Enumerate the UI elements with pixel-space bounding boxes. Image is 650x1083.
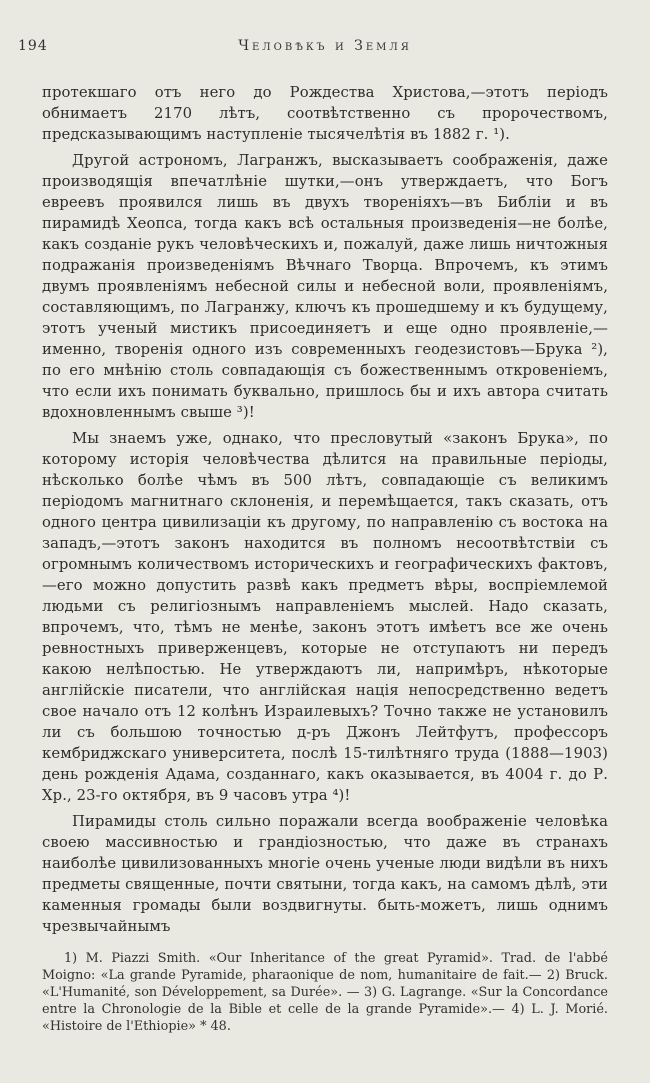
paragraph: Мы знаемъ уже, однако, что пресловутый «законъ Брука», по которому исторія человѣчества дѣлится на правильные періоды, нѣсколько болѣе чѣмъ въ 500 лѣтъ, совпадающіе съ великимъ періодомъ магнитнаго склоненія, и перемѣщается, такъ сказать, отъ одного центра цивилизаціи къ другому, по направленію съ востока на западъ,—этотъ законъ находится въ полномъ несоотвѣтствіи съ огромнымъ количествомъ историческихъ и географическихъ фактовъ,—его можно допустить развѣ какъ предметъ вѣры, воспріемлемой людьми съ религіознымъ направленіемъ мыслей. Надо сказать, впрочемъ, что, тѣмъ не менѣе, законъ этотъ имѣетъ все же очень ревностныхъ приверженцевъ, которые не отступаютъ ни передъ какою нелѣпостью. Не утверждаютъ ли, напримѣръ, нѣкоторые англійскіе писатели, что англійская нація непосредственно ведетъ свое начало отъ 12 колѣнъ Израилевыхъ? Точно также не установилъ ли съ большою точностью д-ръ Джонъ Лейтфутъ, профессоръ кембриджскаго университета, послѣ 15-тилѣтняго труда (1888—1903) день рожденія Адама, созданнаго, какъ оказывается, въ 4004 г. до Р. Хр., 23-го октября, въ 9 часовъ утра ⁴)!: [42, 430, 608, 804]
page-number: 194: [18, 38, 48, 54]
paragraph: Другой астрономъ, Лагранжъ, высказываетъ соображенія, даже производящія впечатлѣніе шутки,—онъ утверждаетъ, что Богъ евреевъ проявился лишь въ двухъ твореніяхъ—въ Библіи и въ пирамидѣ Хеопса, тогда какъ всѣ остальныя произведенія—не болѣе, какъ созданіе рукъ человѣческихъ и, пожалуй, даже лишь ничтожныя подражанія произведеніямъ Вѣчнаго Творца. Впрочемъ, къ этимъ двумъ проявленіямъ небесной силы и небесной воли, проявленіямъ, составляющимъ, по Лагранжу, ключъ къ прошедшему и къ будущему, этотъ ученый мистикъ присоединяетъ и еще одно проявленіе,—именно, творенія одного изъ современныхъ геодезистовъ—Брука ²), по его мнѣнію столь совпадающія съ божественнымъ откровеніемъ, что если ихъ понимать буквально, пришлось бы и ихъ автора считать вдохновленнымъ свыше ³)!: [42, 152, 608, 421]
running-title: Человѣкъ и Земля: [238, 38, 412, 54]
page-header: [18, 38, 608, 58]
paragraph-continuation: протекшаго отъ него до Рождества Христова,—этотъ періодъ обнимаетъ 2170 лѣтъ, соотвѣтственно съ пророчествомъ, предсказывающимъ наступленіе тысячелѣтія въ 1882 г. ¹).: [42, 84, 608, 143]
footnotes-block: [42, 950, 608, 1035]
footnote-text: 1) M. Piazzi Smith. «Our Inheritance of the great Pyramid». Trad. de l'abbé Moigno: «La grande Pyramide, pharaonique de nom, humanitaire de fait.— 2) Bruck. «L'Humanité, son Développement, sa Durée». — 3) G. Lagrange. «Sur la Concordance entre la Chronologie de la Bible et celle de la grande Pyramide».— 4) L. J. Morié. «Histoire de l'Ethiopie» * 48.: [42, 951, 608, 1034]
paragraph: Пирамиды столь сильно поражали всегда воображеніе человѣка своею массивностью и грандіозностью, что даже въ странахъ наиболѣе цивилизованныхъ многіе очень ученые люди видѣли въ нихъ предметы священные, почти святыни, тогда какъ, на самомъ дѣлѣ, эти каменныя громады были воздвигнуты. быть-можетъ, лишь однимъ чрезвычайнымъ: [42, 813, 608, 935]
body-text: [42, 82, 608, 937]
